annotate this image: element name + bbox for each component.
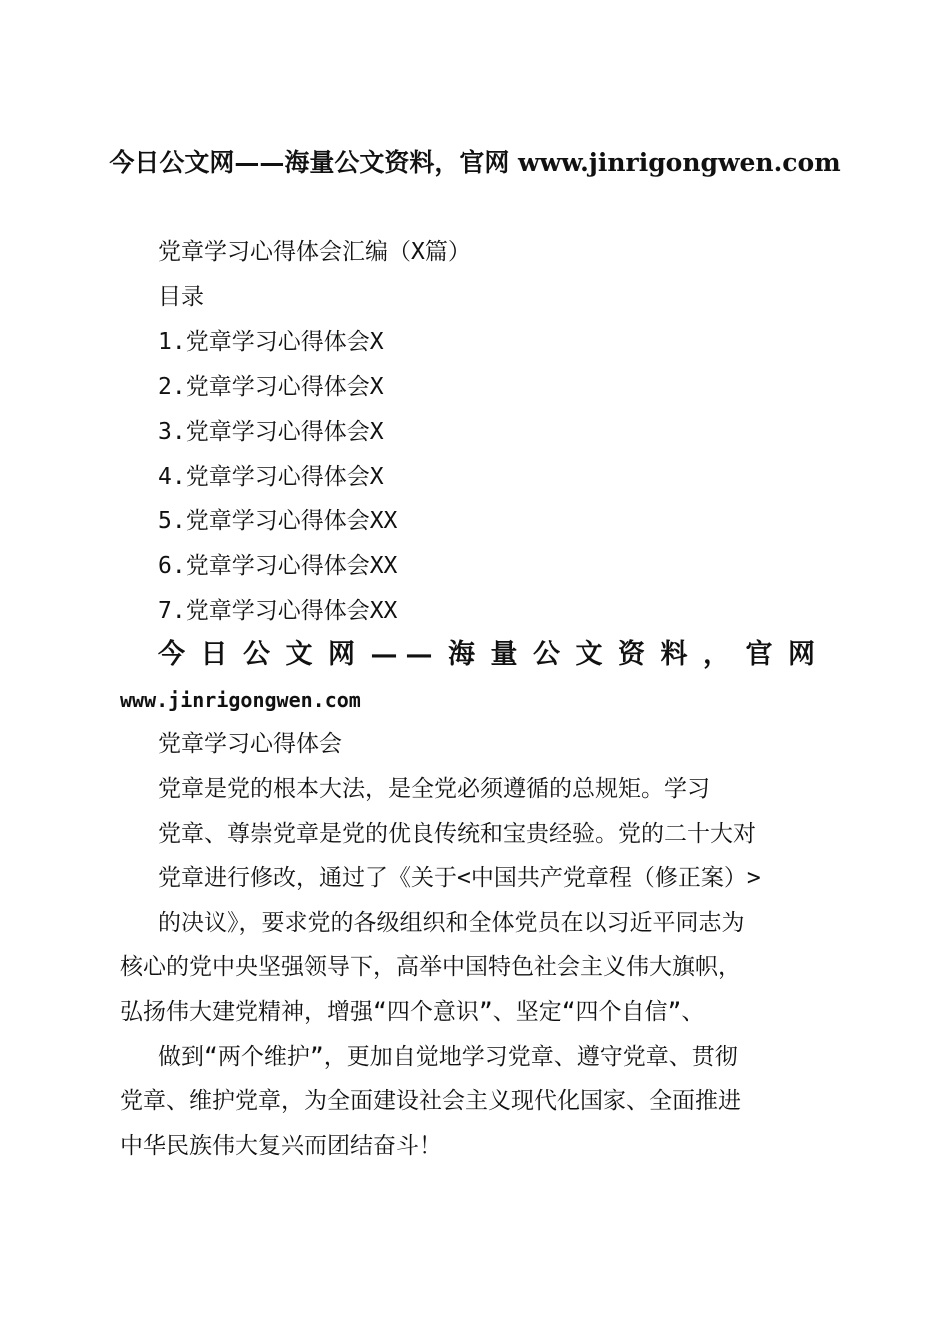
toc-item: 4.党章学习心得体会X [158, 464, 384, 490]
article-line: 党章是党的根本大法，是全党必须遵循的总规矩。学习 [158, 776, 710, 802]
toc-item: 6.党章学习心得体会XX [158, 553, 398, 579]
article-title: 党章学习心得体会 [158, 731, 342, 757]
toc-item: 1.党章学习心得体会X [158, 329, 384, 355]
toc-item: 7.党章学习心得体会XX [158, 598, 398, 624]
article-line: 党章、维护党章，为全面建设社会主义现代化国家、全面推进 [120, 1088, 741, 1114]
toc-item: 3.党章学习心得体会X [158, 419, 384, 445]
article-line: 中华民族伟大复兴而团结奋斗！ [120, 1133, 442, 1159]
toc-item: 5.党章学习心得体会XX [158, 508, 398, 534]
article-line: 弘扬伟大建党精神，增强“四个意识”、坚定“四个自信”、 [120, 999, 705, 1025]
article-line: 做到“两个维护”，更加自觉地学习党章、遵守党章、贯彻 [158, 1044, 738, 1070]
article-line: 党章、尊崇党章是党的优良传统和宝贵经验。党的二十大对 [158, 821, 756, 847]
article-line: 党章进行修改，通过了《关于<中国共产党章程（修正案）> [158, 865, 761, 891]
site-header: 今日公文网——海量公文资料，官网 www.jinrigongwen.com [109, 148, 841, 177]
article-line: 核心的党中央坚强领导下，高举中国特色社会主义伟大旗帜， [120, 954, 741, 980]
site-url: www.jinrigongwen.com [120, 688, 361, 712]
site-banner: 今日公文网——海量公文资料，官网 [158, 639, 823, 670]
article-line: 的决议》，要求党的各级组织和全体党员在以习近平同志为 [158, 910, 745, 936]
toc-heading: 目录 [158, 284, 204, 310]
toc-item: 2.党章学习心得体会X [158, 374, 384, 400]
document-title: 党章学习心得体会汇编（X篇） [158, 239, 471, 265]
